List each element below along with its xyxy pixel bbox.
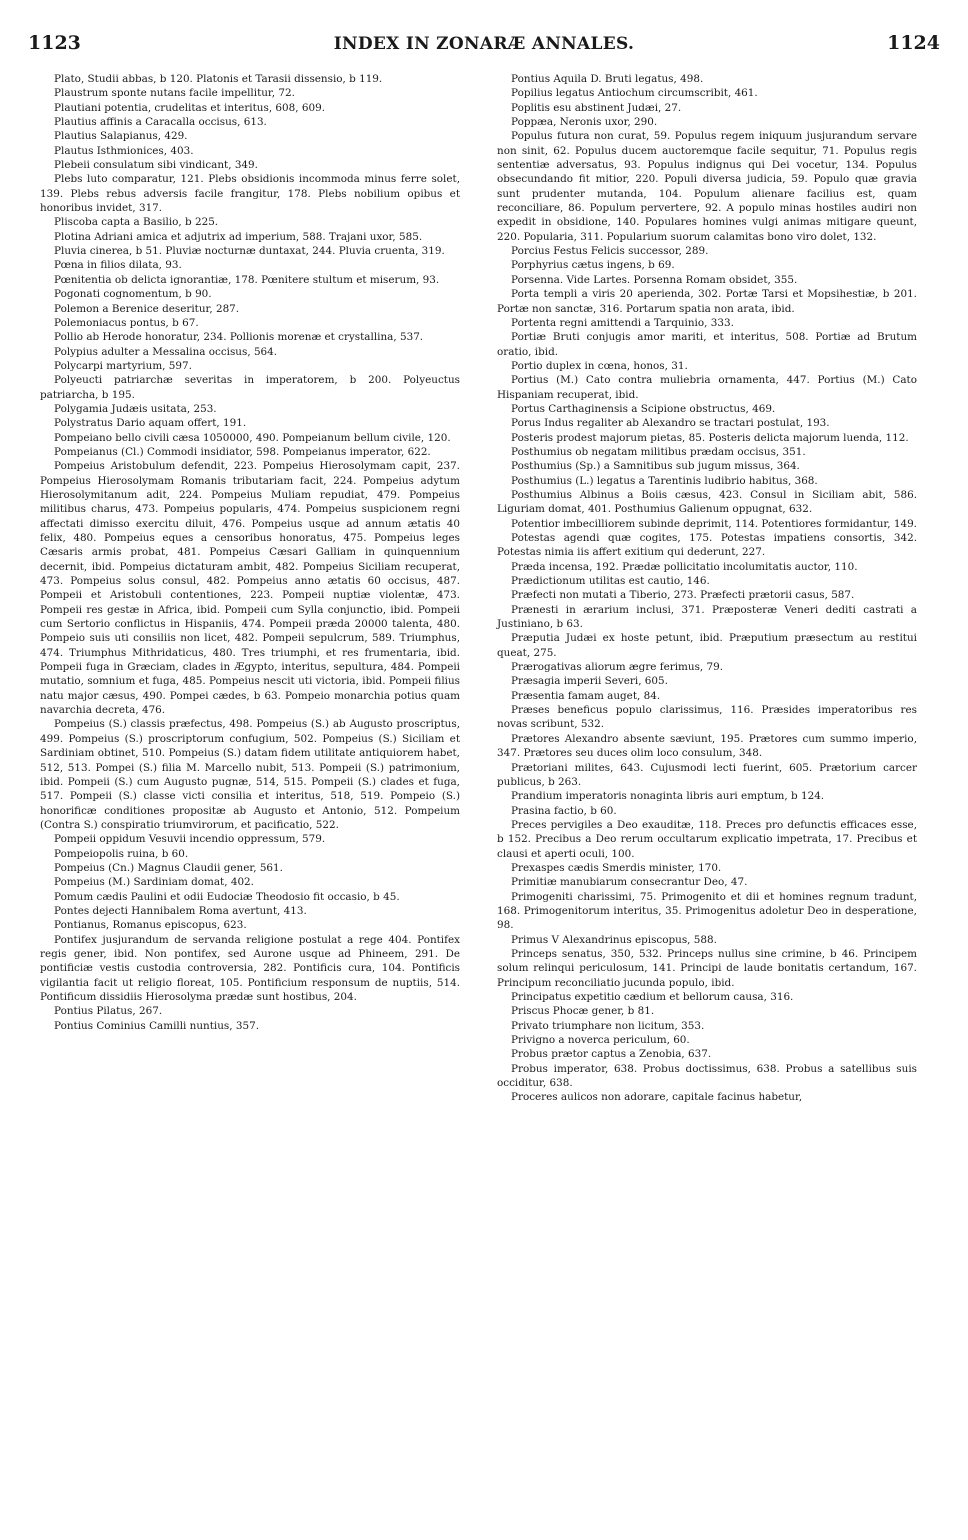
index-entry: Præses beneficus populo clarissimus, 116. Præsides imperatoribus res novas scribunt, 532. [497, 704, 917, 731]
index-entry: Primitiæ manubiarum consecrantur Deo, 47. [511, 876, 748, 889]
index-entry: Probus imperator, 638. Probus doctissimus, 638. Probus a satellibus suis occiditur, 638. [497, 1062, 917, 1090]
index-entry: Præputia Judæi ex hoste petunt, ibid. Præputium præsectum au restitui queat, 275. [497, 632, 917, 659]
index-entry: Plebs luto comparatur, 121. Plebs obsidionis incommoda minus ferre solet, 139. Plebs rebus adversis facile frangitur, 178. Plebs nobilium opibus et honoribus invidet, 317. [40, 173, 460, 215]
index-entry: Polystratus Dario aquam offert, 191. [54, 417, 247, 430]
index-entry: Pontes dejecti Hannibalem Roma avertunt, 413. [54, 904, 307, 917]
index-entry: Posthumius Albinus a Boiis cæsus, 423. Consul in Siciliam abit, 586. Liguriam domat, 401. Posthumius Galienum oppugnat, 632. [497, 488, 917, 516]
index-entry: Pœna in filios dilata, 93. [54, 259, 182, 272]
index-entry: Posthumius (L.) legatus a Tarentinis ludibrio habitus, 368. [511, 474, 818, 487]
index-entry: Plato, Studii abbas, b 120. Platonis et Tarasii dissensio, b 119. [54, 73, 383, 85]
index-entry: Polemoniacus pontus, b 67. [54, 316, 199, 329]
index-entry: Polemon a Berenice deseritur, 287. [54, 302, 240, 315]
index-entry: Privato triumphare non licitum, 353. [511, 1019, 705, 1032]
index-entry: Portus Carthaginensis a Scipione obstructus, 469. [511, 402, 776, 415]
index-entry: Pontifex jusjurandum de servanda religione postulat a rege 404. Pontifex regis gener, ibid. Non pontifex, sed Aurone usque ad Phineem, 291. De pontificiæ vestis custodia controversia, 282. Pontificis cura, 104. Pontificis vigilantia facit ut religio floreat, 105. Pontificium responsum de nuptiis, 514. Pontificum dissidiis Hierosolyma prædæ sunt hostibus, 204. [40, 933, 460, 1003]
index-entry: Pompeius (Cn.) Magnus Claudii gener, 561. [54, 861, 283, 874]
index-entry: Plautus Isthmionices, 403. [54, 144, 194, 157]
index-entry: Plautiani potentia, crudelitas et interitus, 608, 609. [54, 101, 326, 114]
index-entry: Præfecti non mutati a Tiberio, 273. Præfecti prætorii casus, 587. [511, 589, 855, 602]
index-entry: Porta templi a viris 20 aperienda, 302. Portæ Tarsi et Mopsihestiæ, b 201. Portæ non sanctæ, 316. Portarum spatia non arata, ibid. [497, 288, 917, 315]
index-entry: Portiæ Bruti conjugis amor mariti, et interitus, 508. Portiæ ad Brutum oratio, ibid. [497, 331, 917, 358]
index-entry: Pogonati cognomentum, b 90. [54, 288, 212, 301]
index-entry: Plautius affinis a Caracalla occisus, 613. [54, 116, 267, 129]
index-entry: Primogeniti charissimi, 75. Primogenito et dii et homines regnum tradunt, 168. Primogenitorum interitus, 35. Primogenitus adoletur Deo in desperatione, 98. [497, 890, 917, 932]
index-entry: Prexaspes cædis Smerdis minister, 170. [511, 861, 722, 874]
index-entry: Probus prætor captus a Zenobia, 637. [511, 1048, 712, 1061]
index-entry: Portenta regni amittendi a Tarquinio, 333. [511, 316, 734, 329]
index-entry: Potestas agendi quæ cogites, 175. Potestas impatiens consortis, 342. Potestas nimia iis affert exitium qui dederunt, 227. [497, 532, 917, 559]
index-entry: Pontius Aquila D. Bruti legatus, 498. [511, 73, 704, 85]
index-entry: Pompeius Aristobulum defendit, 223. Pompeius Hierosolymam capit, 237. Pompeius Hierosolymam Romanis tributariam facit, 224. Pompeius adytum Hierosolymitanum adit, 224. Pompeius Muliam repudiat, 479. Pompeius militibus charus, 473. Pompeius popularis, 474. Pompeius suspicionem regni affectati dimisso exercitu diluit, 476. Pompeius usque ad annum ætatis 40 felix, 480. Pompeius eques a censoribus honoratus, 475. Pompeius leges Cæsaris armis probat, 481. Pompeius Cæsari Galliam in quinquennium decernit, ibid. Pompeius dictaturam ambit, 482. Pompeius Siciliam recuperat, 473. Pompeius solus consul, 482. Pompeius anno ætatis 60 occisus, 487. Pompeii et Aristobuli contentiones, 223. Pompeii nuptiæ violentæ, 473. Pompeii res gestæ in Africa, ibid. Pompeii cum Sylla conjunctio, ibid. Pompeii cum Sertorio conflictus in Hispaniis, 474. Pompeii præda 20000 talenta, 480. Pompeio suis uti consiliis non licet, 482. Pompeii sepulcrum, 589. Triumphus, 474. Triumphus Mithridaticus, 480. Tres triumphi, et res frumentaria, ibid. Pompeii fuga in Græciam, clades in Ægypto, interitus, sepultura, 484. Pompeii mutatio, somnium et fuga, 485. Pompeius nescit uti victoria, ibid. Pompeii filius natu major cæsus, 490. Pompei cædes, b 63. Pompeio monarchia potius quam navarchia decreta, 476. [40, 460, 460, 717]
index-entry: Plaustrum sponte nutans facile impellitur, 72. [54, 87, 295, 100]
page-header [28, 32, 940, 62]
index-entry: Poppæa, Neronis uxor, 290. [511, 116, 658, 129]
index-entry: Polypius adulter a Messalina occisus, 564. [54, 345, 278, 358]
index-entry: Pontianus, Romanus episcopus, 623. [54, 919, 247, 932]
index-entry: Populus futura non curat, 59. Populus regem iniquum jusjurandum servare non sinit, 62. Populus ducem auctoremque facile sequitur, 71. Populus regis sententiæ adversatus, 93. Populus indignus qui Dei vocetur, 134. Populus obsecundando fit mitior, 220. Populi diversa judicia, 59. Populo quæ gravia sunt prudenter mutanda, 104. Populum alienare facilius est, quam reconciliare, 86. Populum pervertere, 92. A populo minas hostiles audiri non expedit in obsidione, 140. Populares homines vulgi animas mitigare queunt, 220. Popularia, 311. Popularium suorum calamitas bono viro dolet, 132. [497, 130, 917, 243]
index-entry: Præda incensa, 192. Prædæ pollicitatio incolumitatis auctor, 110. [511, 560, 858, 573]
index-entry: Pompeius (S.) classis præfectus, 498. Pompeius (S.) ab Augusto proscriptus, 499. Pompeius (S.) proscriptorum confugium, 502. Pompeius (S.) Siciliam et Sardiniam obtinet, 510. Pompeius (S.) datam fidem utilitate antiquiorem habet, 512, 513. Pompei (S.) filia M. Marcello nubit, 513. Pompeii (S.) patrimonium, ibid. Pompeii (S.) cum Augusto pugnæ, 514, 515. Pompeii (S.) clades et fuga, 517. Pompeii (S.) classe victi consilia et interitus, 518, 519. Pompeio (S.) honorificæ conditiones propositæ ab Augusto et Antonio, 512. Pompeium (Contra S.) conspiratio triumvirorum, et pacificatio, 522. [40, 718, 460, 831]
index-entry: Proceres aulicos non adorare, capitale facinus habetur, [511, 1091, 803, 1104]
index-entry: Poplitis esu abstinent Judæi, 27. [511, 101, 682, 114]
index-entry: Porcius Festus Felicis successor, 289. [511, 245, 709, 258]
index-entry: Prasina factio, b 60. [511, 804, 617, 817]
index-entry: Primus V Alexandrinus episcopus, 588. [511, 933, 717, 946]
index-entry: Pompeii oppidum Vesuvii incendio oppressum, 579. [54, 833, 326, 846]
index-entry: Plautius Salapianus, 429. [54, 130, 188, 143]
index-entry: Pœnitentia ob delicta ignorantiæ, 178. Pœnitere stultum et miserum, 93. [54, 273, 440, 286]
index-entry: Pluvia cinerea, b 51. Pluviæ nocturnæ duntaxat, 244. Pluvia cruenta, 319. [54, 245, 445, 258]
index-entry: Pollio ab Herode honoratur, 234. Pollionis morenæ et crystallina, 537. [54, 331, 424, 344]
index-entry: Prærogativas aliorum ægre ferimus, 79. [511, 661, 724, 674]
index-entry: Pomum cædis Paulini et odii Eudociæ Theodosio fit occasio, b 45. [54, 890, 400, 903]
right-column [497, 72, 917, 1105]
index-entry: Posteris prodest majorum pietas, 85. Posteris delicta majorum luenda, 112. [511, 431, 909, 444]
index-entry: Potentior imbecilliorem subinde deprimit, 114. Potentiores formidantur, 149. [511, 517, 917, 530]
index-entry: Pliscoba capta a Basilio, b 225. [54, 216, 219, 229]
index-entry: Pompeiopolis ruina, b 60. [54, 847, 189, 860]
index-entry: Preces pervigiles a Deo exauditæ, 118. Preces pro defunctis efficaces esse, b 152. Precibus a Deo rerum occultarum explicatio impetrata, 17. Precibus et clausi et aperti oculi, 100. [497, 818, 917, 860]
index-entry: Prænesti in ærarium inclusi, 371. Præposteræ Veneri dediti castrati a Justiniano, b 63. [497, 603, 917, 631]
index-entry: Posthumius ob negatam militibus prædam occisus, 351. [511, 445, 806, 458]
index-entry: Polyeucti patriarchæ severitas in imperatorem, b 200. Polyeuctus patriarcha, b 195. [40, 374, 460, 401]
index-entry: Popilius legatus Antiochum circumscribit, 461. [511, 87, 758, 100]
index-entry: Porphyrius cætus ingens, b 69. [511, 259, 675, 272]
left-page-number: 1123 [28, 32, 81, 54]
index-entry: Prandium imperatoris nonaginta libris auri emptum, b 124. [511, 790, 825, 803]
index-entry: Polycarpi martyrium, 597. [54, 359, 192, 372]
index-entry: Prætoriani milites, 643. Cujusmodi lecti fuerint, 605. Prætorium carcer publicus, b 263. [497, 761, 917, 788]
index-entry: Præsentia famam auget, 84. [511, 689, 661, 702]
left-column [40, 72, 460, 1033]
index-entry: Priscus Phocæ gener, b 81. [511, 1005, 655, 1018]
index-entry: Pompeius (M.) Sardiniam domat, 402. [54, 876, 254, 889]
index-entry: Privigno a noverca periculum, 60. [511, 1034, 690, 1047]
index-entry: Portius (M.) Cato contra muliebria ornamenta, 447. Portius (M.) Cato Hispaniam recuperat, ibid. [497, 374, 917, 401]
index-entry: Plotina Adriani amica et adjutrix ad imperium, 588. Trajani uxor, 585. [54, 230, 423, 243]
index-entry: Princeps senatus, 350, 532. Princeps nullus sine crimine, b 46. Principem solum relinqui periculosum, 141. Principi de laude bonitatis certandum, 167. Principum reconciliatio jucunda populo, ibid. [497, 947, 917, 989]
index-entry: Principatus expetitio cædium et bellorum causa, 316. [511, 991, 794, 1003]
index-entry: Pompeiano bello civili cæsa 1050000, 490. Pompeianum bellum civile, 120. [54, 431, 451, 444]
right-page-number: 1124 [887, 32, 940, 54]
index-entry: Posthumius (Sp.) a Samnitibus sub jugum missus, 364. [511, 460, 800, 473]
index-entry: Prædictionum utilitas est cautio, 146. [511, 575, 710, 588]
index-entry: Porus Indus regaliter ab Alexandro se tractari postulat, 193. [511, 417, 830, 430]
index-entry: Portio duplex in cœna, honos, 31. [511, 359, 688, 372]
index-entry: Prætores Alexandro absente sæviunt, 195. Prætores cum summo imperio, 347. Prætores seu duces olim loco consulum, 348. [497, 732, 917, 760]
index-entry: Porsenna. Vide Lartes. Porsenna Romam obsidet, 355. [511, 273, 798, 286]
index-entry: Plebeii consulatum sibi vindicant, 349. [54, 159, 258, 172]
index-entry: Præsagia imperii Severi, 605. [511, 675, 668, 688]
index-entry: Pontius Cominius Camilli nuntius, 357. [54, 1019, 260, 1032]
index-entry: Pompeianus (Cl.) Commodi insidiator, 598. Pompeianus imperator, 622. [54, 445, 431, 458]
index-entry: Pontius Pilatus, 267. [54, 1005, 163, 1018]
index-entry: Polygamia Judæis usitata, 253. [54, 402, 217, 415]
running-title: INDEX IN ZONARÆ ANNALES. [333, 34, 635, 54]
